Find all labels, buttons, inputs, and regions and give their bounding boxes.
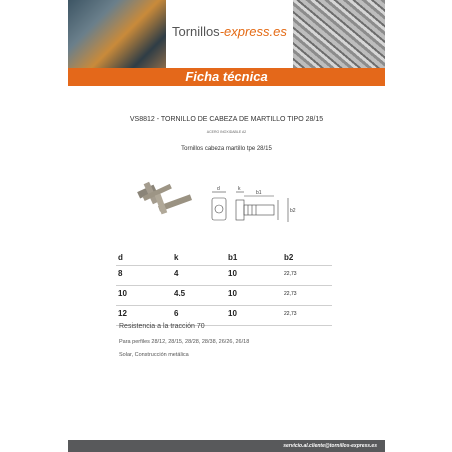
- table-row: [116, 266, 332, 286]
- logo-prefix: Tornillos: [172, 24, 220, 39]
- sheet-title: Ficha técnica: [185, 69, 268, 84]
- resistance-text: Resistencia a la tracción 70: [119, 323, 205, 330]
- material-note: ACERO INOXIDABLE A2: [206, 130, 247, 134]
- table-cell: 4.5: [174, 289, 186, 298]
- dim-b2-label: b2: [290, 208, 296, 214]
- dim-b1-label: b1: [256, 190, 262, 196]
- table-cell: 10: [228, 289, 237, 298]
- front-view: [236, 192, 288, 222]
- side-view: [212, 192, 226, 220]
- logo-accent: -express.es: [219, 24, 287, 39]
- tools-photo: [68, 0, 166, 68]
- brand-logo: [172, 24, 287, 39]
- contact-email-link[interactable]: servicio.al.cliente@tornillos-express.es: [283, 443, 377, 449]
- product-drawing: [128, 178, 328, 234]
- product-title: VS8812 - TORNILLO DE CABEZA DE MARTILLO TIPO 28/15: [129, 116, 324, 123]
- table-cell: 4: [174, 269, 179, 278]
- header-cell: b2: [284, 253, 294, 262]
- dimensions-table: [116, 250, 332, 326]
- table-cell: 10: [228, 269, 237, 278]
- table-cell: 22,73: [284, 271, 297, 277]
- table-cell: 8: [118, 269, 123, 278]
- table-cell: 10: [228, 309, 237, 318]
- header-cell: k: [174, 253, 179, 262]
- table-header-row: [116, 250, 332, 266]
- header-banner: [68, 0, 385, 68]
- table-row: [116, 286, 332, 306]
- table-cell: 10: [118, 289, 127, 298]
- table-cell: 12: [118, 309, 127, 318]
- application-text: Solar, Construcción metálica: [119, 352, 189, 358]
- product-subtitle: Tornillos cabeza martillo tpe 28/15: [181, 146, 272, 152]
- screws-photo: [293, 0, 385, 68]
- table-cell: 22,73: [284, 291, 297, 297]
- profiles-text: Para perfiles 28/12, 28/15, 28/28, 28/38, 26/26, 26/18: [119, 339, 250, 345]
- header-cell: d: [118, 253, 123, 262]
- table-cell: 6: [174, 309, 179, 318]
- table-cell: 22,73: [284, 311, 297, 317]
- dim-k-label: k: [238, 186, 241, 192]
- screw-photo-1: [137, 182, 172, 204]
- screw-photo-2: [155, 194, 192, 215]
- header-cell: b1: [228, 253, 238, 262]
- footer-bar: [68, 440, 385, 452]
- dim-d-label: d: [217, 186, 220, 192]
